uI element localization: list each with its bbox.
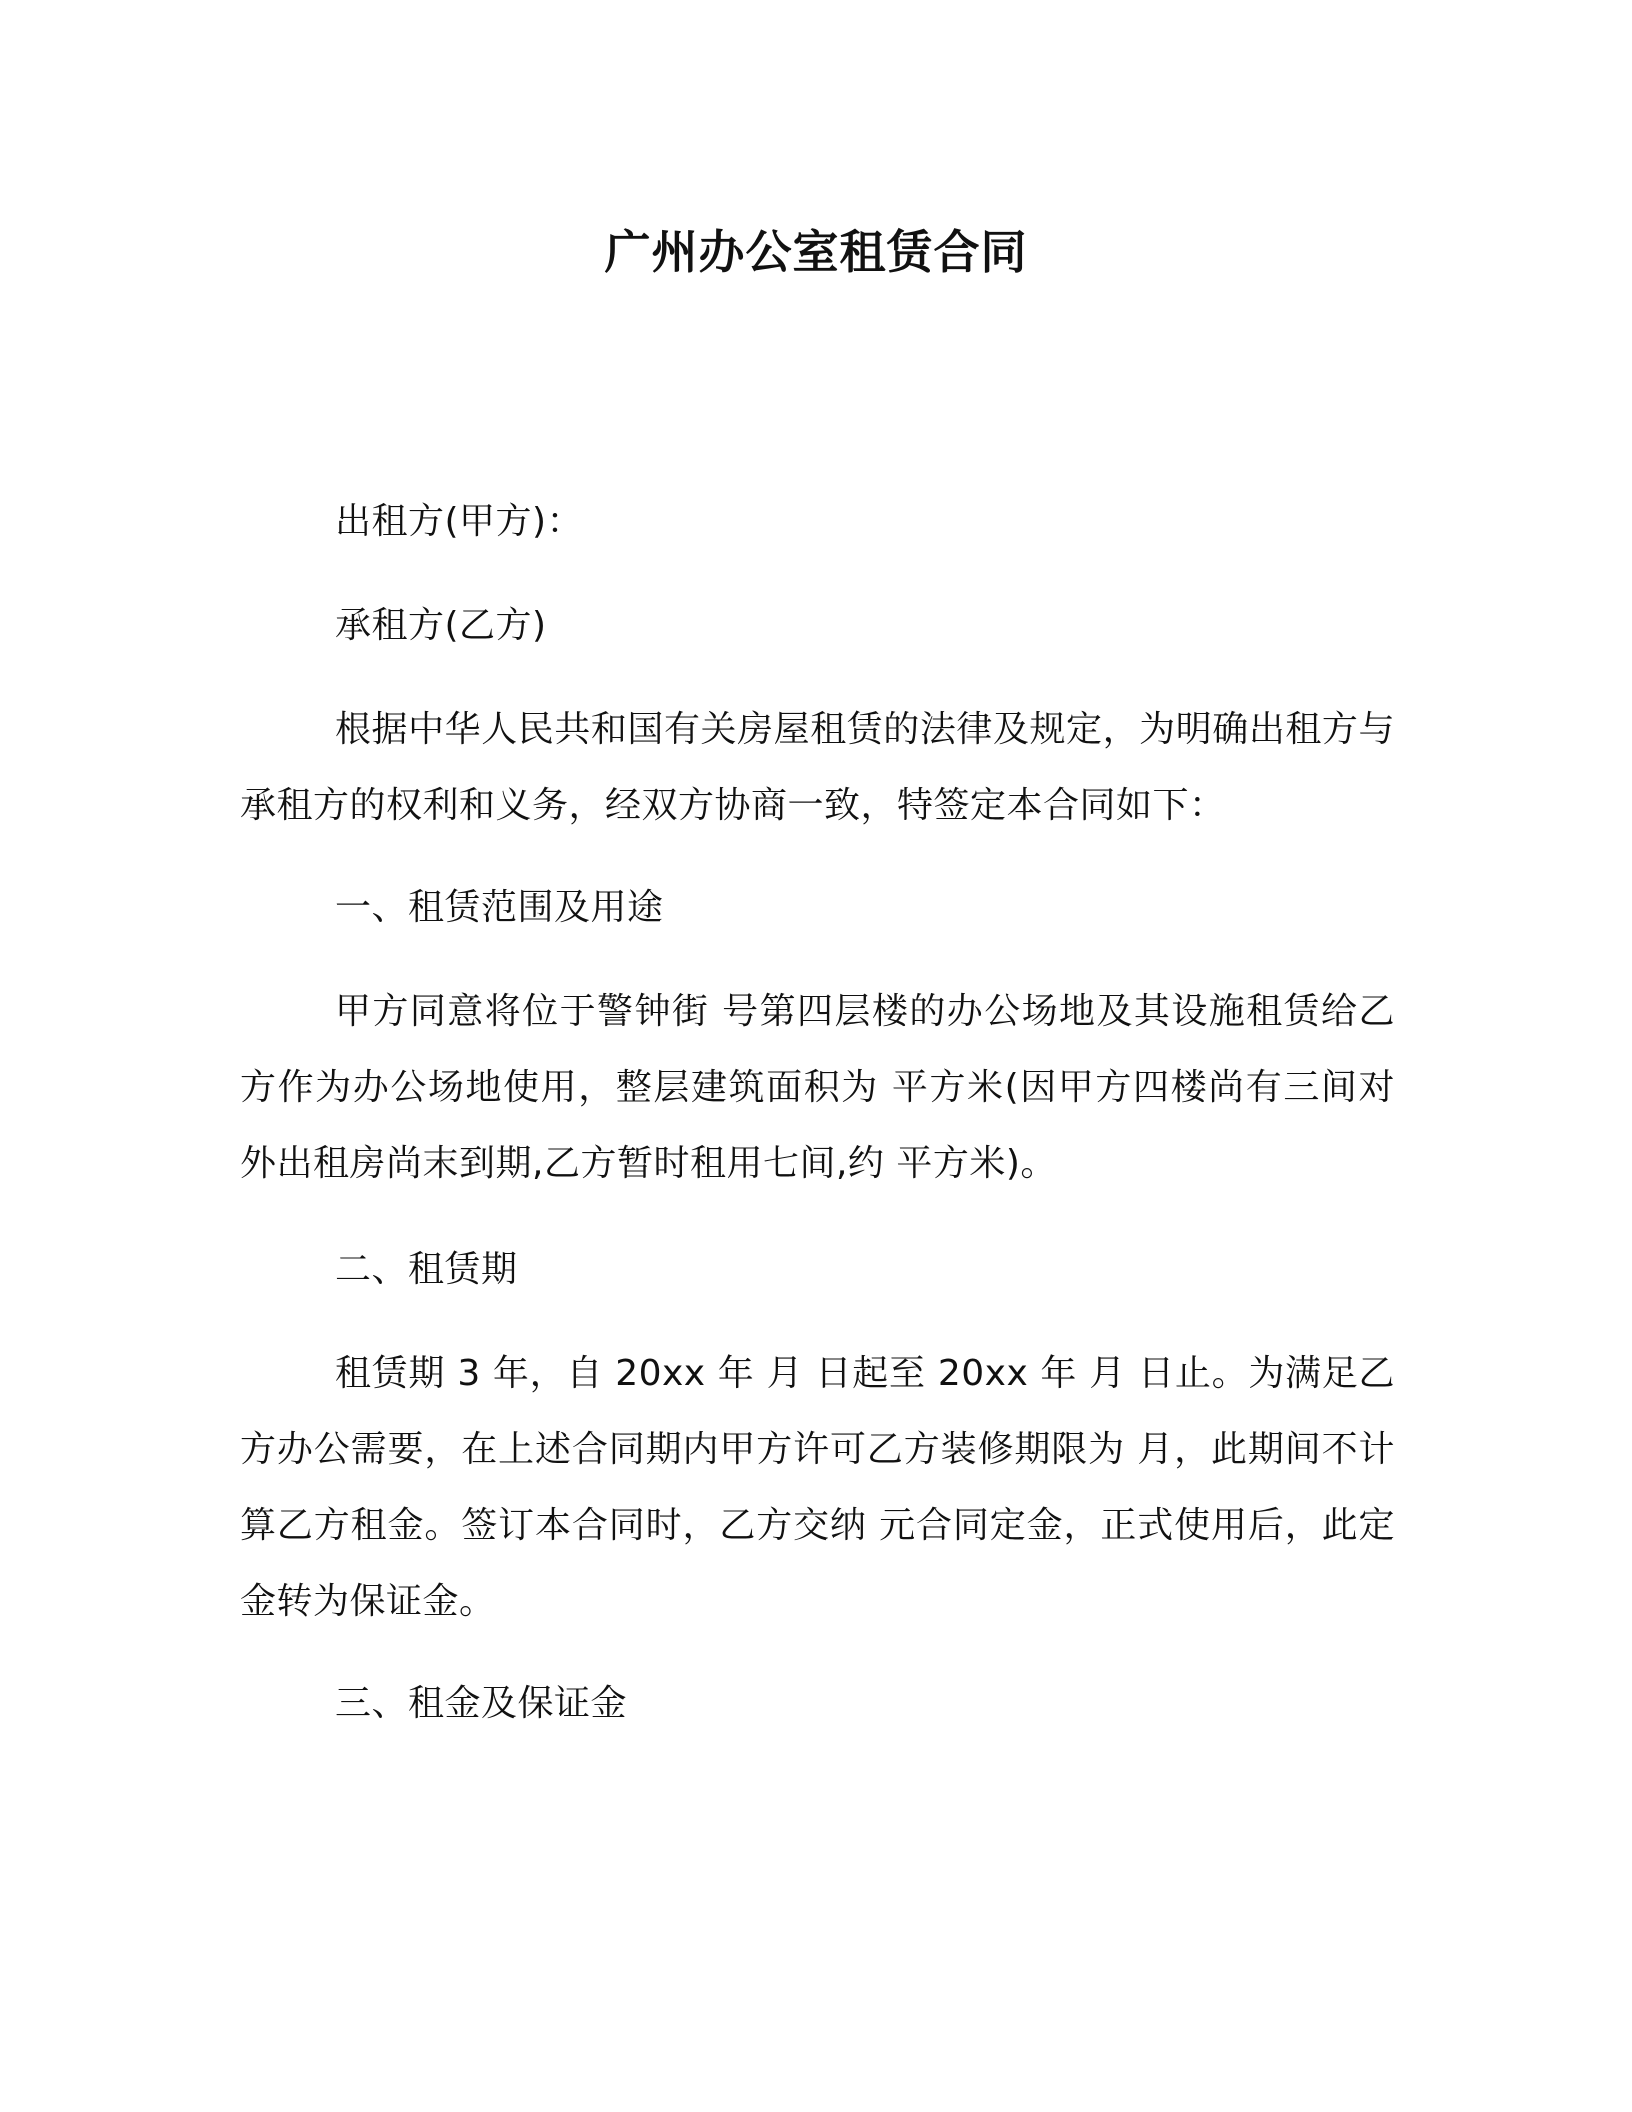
section-text-term: 租赁期 3 年，自 20xx 年 月 日起至 20xx 年 月 日止。为满足乙方办公需要，在上述合同期内甲方许可乙方装修期限为 月，此期间不计算乙方租金。签订本合同时，乙方交纳 元合同定金，正式使用后，此定金转为保证金。 — [240, 1353, 1395, 1622]
section-heading-rent: 三、租金及保证金 — [335, 1683, 628, 1724]
section-heading-scope: 一、租赁范围及用途 — [335, 887, 664, 928]
lessee-line: 承租方(乙方) — [335, 605, 547, 646]
section-text-scope: 甲方同意将位于警钟街 号第四层楼的办公场地及其设施租赁给乙方作为办公场地使用，整层建筑面积为 平方米(因甲方四楼尚有三间对外出租房尚末到期,乙方暂时租用七间,约 平方米)。 — [240, 991, 1395, 1184]
lessor-line: 出租方(甲方)： — [335, 501, 584, 542]
section-heading-term: 二、租赁期 — [335, 1249, 518, 1290]
document-title: 广州办公室租赁合同 — [604, 225, 1028, 279]
intro-paragraph: 根据中华人民共和国有关房屋租赁的法律及规定，为明确出租方与承租方的权利和义务，经双方协商一致，特签定本合同如下： — [240, 709, 1395, 826]
